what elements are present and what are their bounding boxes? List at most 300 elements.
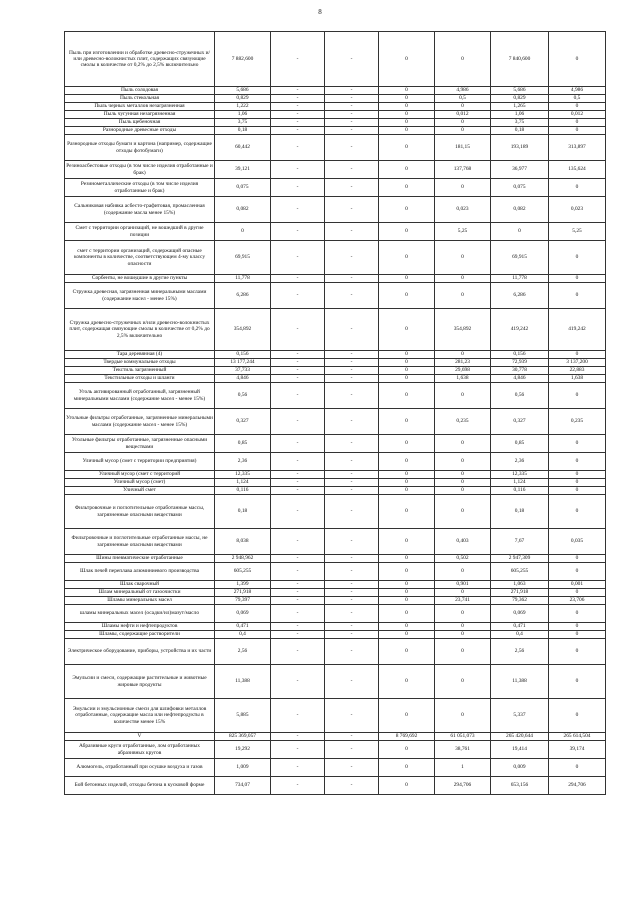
waste-name-cell: Уличный мусор (смет с территории предприятия) [65,453,215,471]
value-cell: 3 137,200 [549,359,606,367]
value-cell: 0 [379,409,435,435]
value-cell: 1,265 [491,103,549,111]
value-cell: 0 [379,563,435,581]
value-cell: 79,362 [491,597,549,605]
value-cell: 0 [435,351,491,359]
value-cell: 0 [435,283,491,309]
table-row [65,223,606,241]
value-cell: - [325,495,379,529]
value-cell: 1,124 [215,479,271,487]
value-cell: - [271,435,325,453]
value-cell: 0 [379,119,435,127]
value-cell: 0,4 [491,631,549,639]
value-cell: 0,075 [215,179,271,197]
value-cell: - [325,665,379,699]
value-cell: 0,001 [549,581,606,589]
value-cell: - [271,605,325,623]
table-row [65,383,606,409]
value-cell: - [325,741,379,759]
value-cell: - [325,127,379,135]
value-cell: - [325,435,379,453]
value-cell: - [271,741,325,759]
value-cell: - [271,777,325,795]
value-cell: 0 [435,453,491,471]
value-cell: 653,156 [491,777,549,795]
value-cell: 30,778 [491,367,549,375]
value-cell: 0 [379,87,435,95]
value-cell: - [271,665,325,699]
value-cell: 0,012 [549,111,606,119]
value-cell: 0 [379,581,435,589]
waste-name-cell: Пыль чугунная незагрязненная [65,111,215,119]
table-row [65,283,606,309]
value-cell: - [325,631,379,639]
value-cell: 193,189 [491,135,549,161]
value-cell: 3,75 [491,119,549,127]
value-cell: - [271,487,325,495]
waste-name-cell: Уличный мусор (смет с территорий [65,471,215,479]
value-cell: 271,918 [215,589,271,597]
value-cell: 265 614,504 [549,733,606,741]
value-cell: 0 [435,563,491,581]
table-row [65,597,606,605]
waste-name-cell: Пыль черных металлов незагрязненная [65,103,215,111]
value-cell: 36,977 [491,161,549,179]
value-cell: 2,56 [491,639,549,665]
value-cell: 0 [379,127,435,135]
value-cell: 0 [435,623,491,631]
value-cell: 0 [435,495,491,529]
waste-name-cell: Фильтровочные и поглотительные отработанные массы, не загрязненные опасными веществами [65,529,215,555]
value-cell: 1,638 [435,375,491,383]
table-row [65,87,606,95]
value-cell: 0 [379,665,435,699]
value-cell: 0 [435,605,491,623]
value-cell: - [325,597,379,605]
value-cell: 0 [435,179,491,197]
value-cell: - [271,597,325,605]
value-cell: - [271,179,325,197]
value-cell: 0 [379,32,435,87]
table-row [65,529,606,555]
value-cell: 39,121 [215,161,271,179]
value-cell: 0 [435,127,491,135]
value-cell: - [271,197,325,223]
value-cell: 0 [435,639,491,665]
value-cell: 0 [549,759,606,777]
value-cell: 0 [549,383,606,409]
value-cell: 271,918 [491,589,549,597]
value-cell: 0 [379,495,435,529]
value-cell: 5,25 [549,223,606,241]
waste-name-cell: Уличный мусор (смет) [65,479,215,487]
waste-name-cell: Уголь активированный отработанный, загрязненный минеральными маслами (содержание масел - менее 15%) [65,383,215,409]
value-cell: 313,897 [549,135,606,161]
value-cell: 8,038 [215,529,271,555]
value-cell: 0 [549,479,606,487]
value-cell: - [271,479,325,487]
value-cell: - [325,197,379,223]
value-cell: 3,75 [215,119,271,127]
value-cell: - [325,409,379,435]
value-cell: - [325,589,379,597]
page-number: 8 [318,8,322,16]
value-cell: 0 [379,529,435,555]
waste-name-cell: Смет с территории организаций, не вошедший в другие позиции [65,223,215,241]
waste-name-cell: Шламы, содержащие растворители [65,631,215,639]
value-cell: 79,397 [215,597,271,605]
value-cell: 0,075 [491,179,549,197]
value-cell: 734,07 [215,777,271,795]
table-row [65,161,606,179]
value-cell: 0 [549,623,606,631]
value-cell: 0,471 [215,623,271,631]
value-cell: 419,242 [549,309,606,351]
value-cell: 0 [549,275,606,283]
value-cell: 0,471 [491,623,549,631]
value-cell: - [325,733,379,741]
value-cell: 0 [379,275,435,283]
value-cell: - [271,241,325,275]
value-cell: 5,686 [491,87,549,95]
value-cell: 0 [379,639,435,665]
value-cell: 0 [379,161,435,179]
value-cell: - [271,589,325,597]
value-cell: 12,335 [491,471,549,479]
value-cell: 137,768 [435,161,491,179]
value-cell: 6,286 [215,283,271,309]
waste-name-cell: Резиноасбестовые отходы (в том числе изделия отработанные и брак) [65,161,215,179]
value-cell: 0 [435,471,491,479]
value-cell: 4,846 [215,375,271,383]
value-cell: - [271,367,325,375]
value-cell: 0,5 [435,95,491,103]
value-cell: 0 [379,699,435,733]
waste-name-cell: Стружка древесная, загрязненная минеральными маслами (содержание масел - менее 15%) [65,283,215,309]
value-cell: 0 [549,589,606,597]
value-cell: 0 [379,179,435,197]
waste-name-cell: Эмульсии и смеси, содержащие растительные и животные жировые продукты [65,665,215,699]
value-cell: - [325,111,379,119]
value-cell: 11,778 [215,275,271,283]
value-cell: 0 [549,127,606,135]
value-cell: 0 [435,119,491,127]
value-cell: 1,638 [549,375,606,383]
value-cell: 0 [435,241,491,275]
value-cell: 0 [549,179,606,197]
value-cell: 0 [379,241,435,275]
value-cell: 0 [435,665,491,699]
value-cell: - [325,555,379,563]
value-cell: 37,733 [215,367,271,375]
waste-name-cell: Шламы минеральных масел [65,597,215,605]
value-cell: 0 [379,351,435,359]
value-cell: - [325,283,379,309]
value-cell: - [271,95,325,103]
value-cell: 19,292 [215,741,271,759]
waste-name-cell: Угольные фильтры отработанные, загрязненные опасными веществами [65,435,215,453]
value-cell: 0 [379,631,435,639]
value-cell: 0 [379,103,435,111]
table-row [65,639,606,665]
value-cell: 0 [379,283,435,309]
waste-name-cell: Шины пневматические отработанные [65,555,215,563]
value-cell: 294,706 [549,777,606,795]
waste-table-body [65,32,606,795]
table-row [65,699,606,733]
value-cell: 0 [549,453,606,471]
value-cell: - [271,135,325,161]
value-cell: 0,5 [549,95,606,103]
value-cell: 0,009 [491,759,549,777]
value-cell: 0 [379,111,435,119]
value-cell: 29,698 [435,367,491,375]
value-cell: 1,06 [491,111,549,119]
value-cell: 7 840,600 [491,32,549,87]
value-cell: 0 [379,197,435,223]
table-row [65,733,606,741]
value-cell: - [271,733,325,741]
table-row [65,375,606,383]
value-cell: - [271,275,325,283]
table-row [65,367,606,375]
value-cell: 0 [549,639,606,665]
table-row [65,95,606,103]
value-cell: - [271,351,325,359]
waste-name-cell: Тара деревянная (4) [65,351,215,359]
table-row [65,351,606,359]
value-cell: 0 [435,487,491,495]
value-cell: - [271,471,325,479]
value-cell: 0 [549,495,606,529]
waste-name-cell: Пыль при изготовлении и обработке древесно-стружечных и/или древесно-волокнистых плит, содержащих связующие смолы в количестве от 0,2% до 2,5% включительно [65,32,215,87]
table-row [65,409,606,435]
table-row [65,665,606,699]
value-cell: - [271,495,325,529]
value-cell: 0 [379,367,435,375]
value-cell: 0,327 [491,409,549,435]
table-row [65,103,606,111]
value-cell: 0,56 [215,383,271,409]
value-cell: 2 948,962 [215,555,271,563]
table-row [65,453,606,471]
value-cell: 605,255 [215,563,271,581]
value-cell: 8 769,692 [379,733,435,741]
value-cell: - [325,275,379,283]
waste-name-cell: Шлам минеральный от газоочистки [65,589,215,597]
value-cell: 0 [435,383,491,409]
value-cell: 69,915 [491,241,549,275]
value-cell: 0 [549,665,606,699]
value-cell: 0 [379,623,435,631]
value-cell: 1,06 [215,111,271,119]
waste-name-cell: Шлак печей переплава алюминиевого производства [65,563,215,581]
value-cell: - [271,383,325,409]
value-cell: 19,414 [491,741,549,759]
value-cell: 419,242 [491,309,549,351]
waste-name-cell: Пыль щебеночная [65,119,215,127]
value-cell: 5,885 [215,699,271,733]
value-cell: - [271,309,325,351]
value-cell: - [325,32,379,87]
value-cell: 13 177,244 [215,359,271,367]
value-cell: - [271,32,325,87]
waste-name-cell: Разнородные отходы бумаги и картона (например, содержащие отходы фотобумаги) [65,135,215,161]
value-cell: - [325,623,379,631]
value-cell: 0,502 [435,555,491,563]
value-cell: - [325,471,379,479]
value-cell: - [271,631,325,639]
waste-name-cell: Твердые коммунальные отходы [65,359,215,367]
value-cell: 605,255 [491,563,549,581]
value-cell: 0,069 [215,605,271,623]
table-row [65,487,606,495]
value-cell: - [271,555,325,563]
value-cell: 0 [435,32,491,87]
value-cell: - [325,453,379,471]
table-row [65,631,606,639]
waste-name-cell: Абразивные круги отработанные, лом отработанных абразивных кругов [65,741,215,759]
value-cell: 2 947,309 [491,555,549,563]
value-cell: 7,67 [491,529,549,555]
table-row [65,135,606,161]
table-row [65,555,606,563]
value-cell: - [325,529,379,555]
value-cell: 5,25 [435,223,491,241]
value-cell: - [271,375,325,383]
value-cell: 135,624 [549,161,606,179]
waste-name-cell: V [65,733,215,741]
table-row [65,589,606,597]
value-cell: - [325,375,379,383]
value-cell: - [271,699,325,733]
waste-name-cell: Пыль стекольная [65,95,215,103]
value-cell: 0 [379,479,435,487]
value-cell: 0 [549,283,606,309]
waste-name-cell: Бой бетонных изделий, отходы бетона в кусковой форме [65,777,215,795]
value-cell: 0 [549,699,606,733]
table-row [65,623,606,631]
value-cell: 4,846 [491,375,549,383]
value-cell: 825 369,057 [215,733,271,741]
value-cell: - [325,119,379,127]
value-cell: - [325,135,379,161]
value-cell: 0 [491,223,549,241]
value-cell: 0 [549,631,606,639]
value-cell: - [271,359,325,367]
value-cell: 0,235 [435,409,491,435]
value-cell: 1,222 [215,103,271,111]
value-cell: 0 [379,759,435,777]
value-cell: 265 420,644 [491,733,549,741]
value-cell: 0,023 [549,197,606,223]
value-cell: 0,327 [215,409,271,435]
value-cell: - [325,223,379,241]
table-row [65,127,606,135]
value-cell: - [271,623,325,631]
value-cell: 2,36 [491,453,549,471]
value-cell: 0 [549,241,606,275]
value-cell: 0,85 [491,435,549,453]
waste-name-cell: Сорбенты, не вошедшие в другие пункты [65,275,215,283]
table-row [65,759,606,777]
waste-name-cell: Текстиль загрязненный [65,367,215,375]
value-cell: - [325,383,379,409]
value-cell: 0 [549,435,606,453]
value-cell: 0 [379,375,435,383]
value-cell: 0 [435,275,491,283]
value-cell: 12,335 [215,471,271,479]
value-cell: - [271,283,325,309]
value-cell: 1 [435,759,491,777]
value-cell: 0,035 [549,529,606,555]
value-cell: 0 [379,589,435,597]
value-cell: 0,829 [215,95,271,103]
waste-name-cell: Текстильные отходы и шланги [65,375,215,383]
table-row [65,179,606,197]
value-cell: - [325,103,379,111]
value-cell: - [325,351,379,359]
value-cell: 69,915 [215,241,271,275]
value-cell: 0 [379,605,435,623]
waste-name-cell: Эмульсии и эмульсионные смеси для шлифовки металлов отработанные, содержащие масла или нефтепродукты в количестве менее 15% [65,699,215,733]
value-cell: 0 [435,479,491,487]
value-cell: 0,156 [215,351,271,359]
value-cell: 2,36 [215,453,271,471]
value-cell: - [271,111,325,119]
value-cell: - [325,639,379,665]
value-cell: 0,56 [491,383,549,409]
value-cell: 0 [379,741,435,759]
value-cell: - [271,87,325,95]
value-cell: 0 [215,223,271,241]
table-row [65,563,606,581]
value-cell: - [271,127,325,135]
table-row [65,581,606,589]
table-row [65,605,606,623]
value-cell: 354,892 [215,309,271,351]
waste-name-cell: Пыль солодовая [65,87,215,95]
value-cell: 0,4 [215,631,271,639]
value-cell: 0,116 [215,487,271,495]
value-cell: - [325,241,379,275]
value-cell: - [325,777,379,795]
waste-name-cell: Алюмогель, отработанный при осушке воздуха и газов [65,759,215,777]
value-cell: 72,939 [491,359,549,367]
value-cell: - [271,453,325,471]
value-cell: 0,901 [435,581,491,589]
table-row [65,241,606,275]
value-cell: 61 051,073 [435,733,491,741]
value-cell: - [271,223,325,241]
value-cell: 0,18 [491,127,549,135]
value-cell: 0,082 [491,197,549,223]
table-row [65,495,606,529]
value-cell: 0 [549,487,606,495]
value-cell: 23,706 [549,597,606,605]
value-cell: - [325,479,379,487]
value-cell: 1,124 [491,479,549,487]
value-cell: - [271,639,325,665]
value-cell: 0,023 [435,197,491,223]
value-cell: 0 [379,435,435,453]
value-cell: 0,403 [435,529,491,555]
value-cell: - [325,605,379,623]
value-cell: 7 882,600 [215,32,271,87]
value-cell: 0,18 [215,495,271,529]
value-cell: 60,442 [215,135,271,161]
waste-name-cell: Электрическое оборудование, приборы, устройства и их части [65,639,215,665]
